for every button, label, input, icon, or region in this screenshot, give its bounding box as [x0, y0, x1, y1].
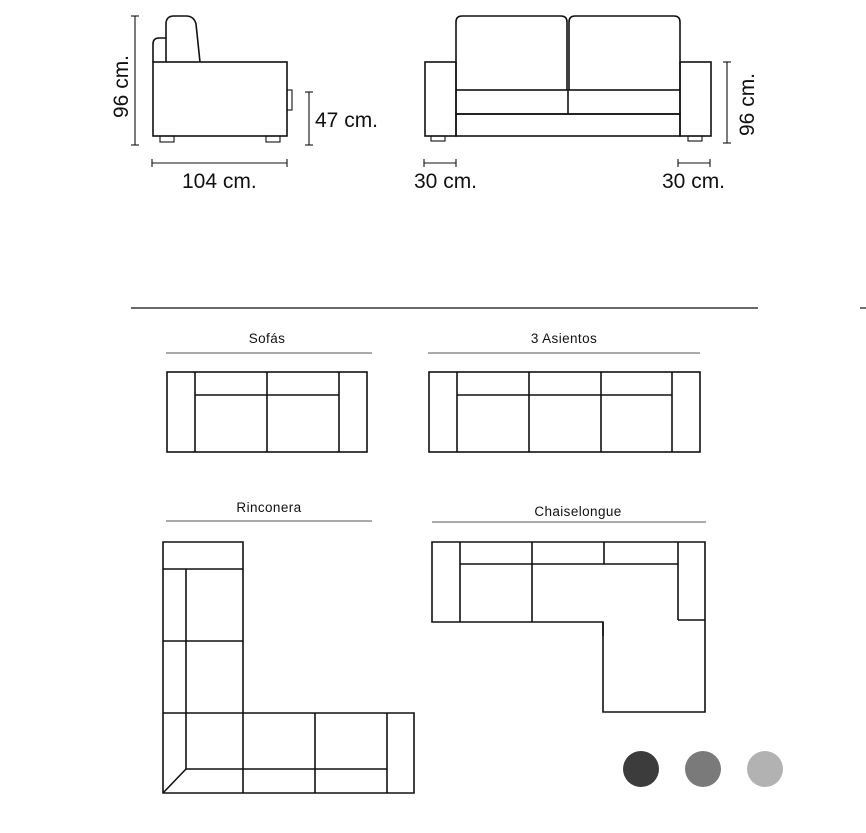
- chaise-title: Chaiselongue: [534, 504, 622, 519]
- plan-chaise: [432, 504, 706, 712]
- side-depth-label: 104 cm.: [182, 170, 257, 193]
- sofas-title: Sofás: [248, 331, 286, 346]
- plan-three-seats: [428, 331, 700, 452]
- right-arm-label: 30 cm.: [662, 170, 726, 193]
- swatch-medium[interactable]: [685, 751, 721, 787]
- front-height-label: 96 cm.: [736, 72, 759, 136]
- side-view: [110, 16, 378, 193]
- side-height-label: 96 cm.: [110, 54, 133, 118]
- swatch-dark[interactable]: [623, 751, 659, 787]
- seat-height-label: 47 cm.: [315, 109, 379, 132]
- left-arm-label: 30 cm.: [414, 170, 478, 193]
- plan-sofas: [166, 331, 372, 452]
- color-swatches: [623, 751, 783, 787]
- plan-corner: [163, 500, 414, 793]
- three-seats-title: 3 Asientos: [530, 331, 598, 346]
- corner-title: Rinconera: [236, 500, 302, 515]
- swatch-light[interactable]: [747, 751, 783, 787]
- front-view: [414, 16, 759, 193]
